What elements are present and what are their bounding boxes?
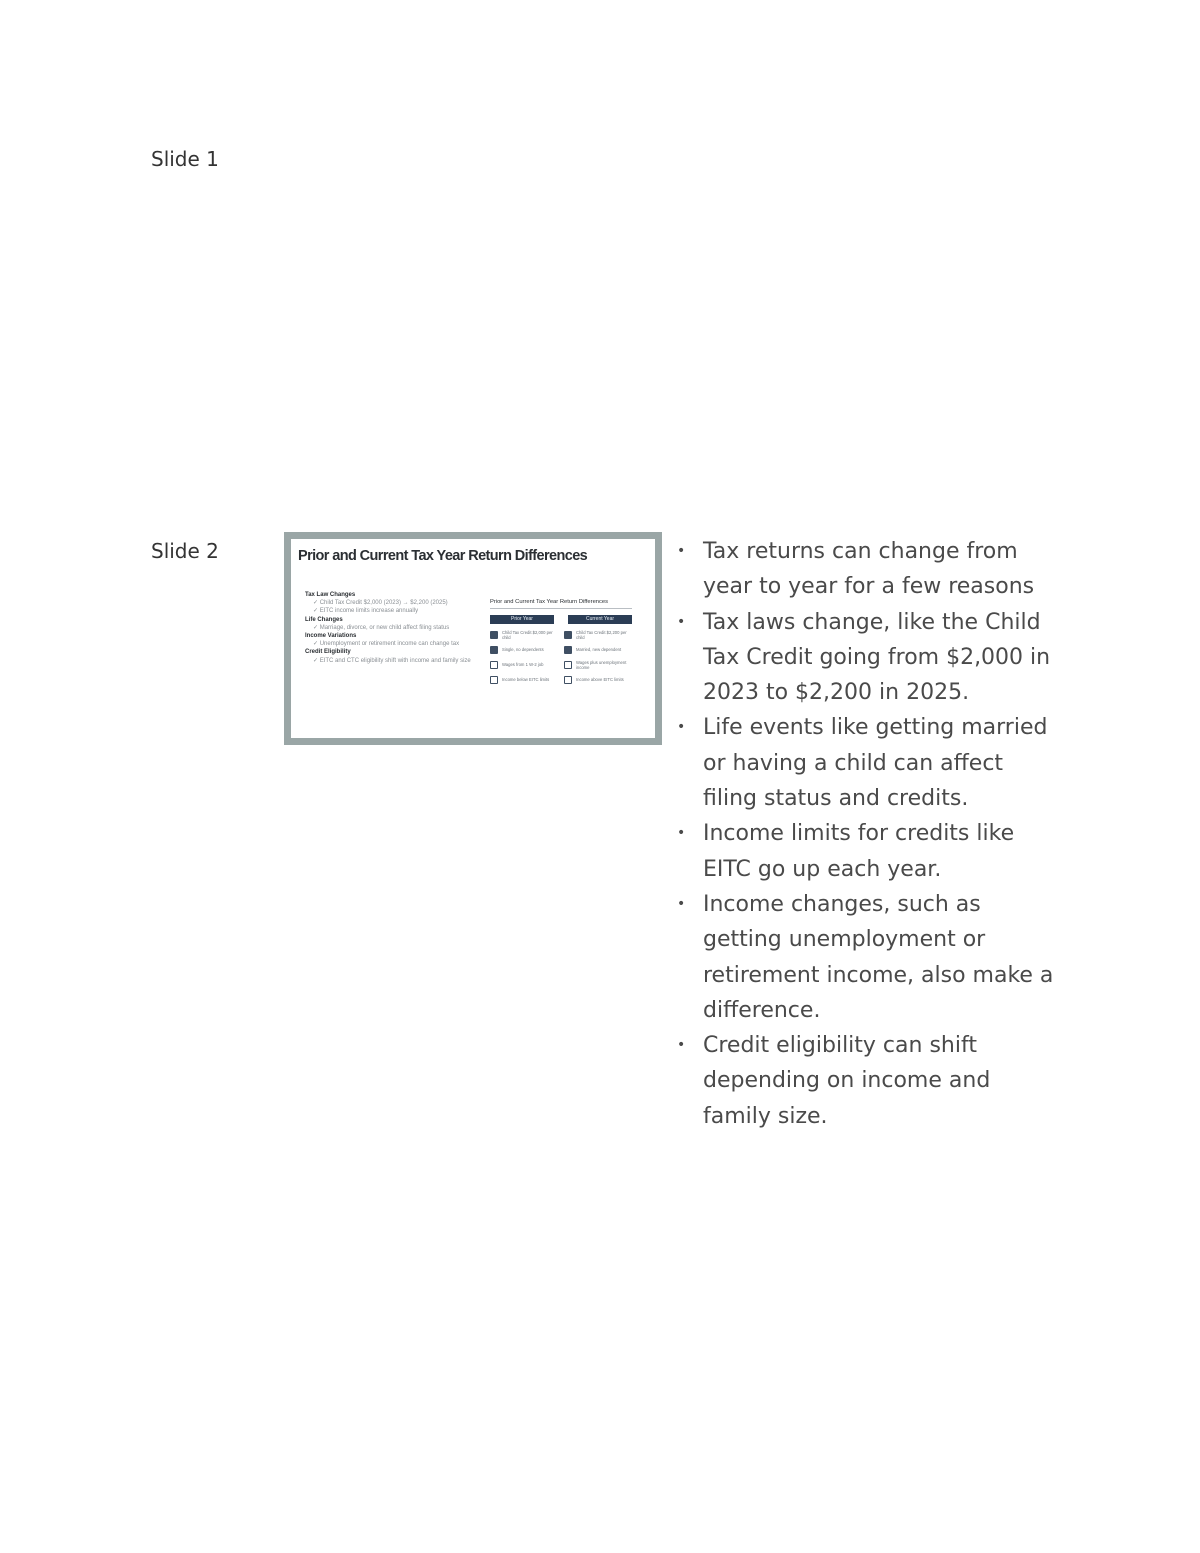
comparison-row xyxy=(490,642,632,657)
comparison-row xyxy=(490,627,632,642)
thumbnail-bullet-sub: ✓ Unemployment or retirement income can change tax xyxy=(313,641,460,648)
bullet-icon: • xyxy=(677,613,686,630)
comparison-row xyxy=(490,657,632,672)
document-icon xyxy=(490,661,498,669)
note-text: Credit eligibility can shift depending on income and family size. xyxy=(703,1033,991,1129)
person-icon xyxy=(490,646,498,654)
bullet-icon: • xyxy=(677,895,686,912)
money-icon xyxy=(564,676,572,684)
document-icon xyxy=(564,661,572,669)
thumbnail-bullet-sub: ✓ EITC and CTC eligibility shift with income and family size xyxy=(313,657,471,664)
slide-2-speaker-notes xyxy=(677,534,1057,1134)
thumbnail-bullet-sub: ✓ Child Tax Credit $2,000 (2023) → $2,200 (2025) xyxy=(313,600,448,607)
note-text: Life events like getting married or having a child can affect filing status and credits. xyxy=(703,715,1048,812)
family-icon xyxy=(564,646,572,654)
bullet-icon: • xyxy=(677,1037,686,1054)
bullet-icon: • xyxy=(677,825,686,842)
note-text: Income limits for credits like EITC go up each year. xyxy=(703,821,1015,882)
building-icon xyxy=(564,631,572,639)
thumbnail-bullet-heading: Credit Eligibility xyxy=(305,649,351,656)
thumbnail-bullet-list xyxy=(305,591,475,665)
column-head-prior: Prior Year xyxy=(490,615,554,624)
bullet-icon: • xyxy=(677,719,686,736)
comparison-cell-prior: Child Tax Credit $2,000 per child xyxy=(502,629,553,640)
slide-1-label: Slide 1 xyxy=(151,147,219,171)
thumbnail-bullet-heading: Tax Law Changes xyxy=(305,592,356,598)
thumbnail-bullet-sub: ✓ Marriage, divorce, or new child affect filing status xyxy=(313,624,450,631)
note-item xyxy=(677,816,1057,887)
comparison-row xyxy=(490,672,632,687)
comparison-cell-current: Wages plus unemployment income xyxy=(576,659,627,670)
comparison-panel-title: Prior and Current Tax Year Return Differences xyxy=(490,599,632,609)
note-item xyxy=(677,887,1057,1028)
money-icon xyxy=(490,676,498,684)
note-text: Income changes, such as getting unemployment or retirement income, also make a difference. xyxy=(703,891,1054,1023)
building-icon xyxy=(490,631,498,639)
slide-2-label: Slide 2 xyxy=(151,539,219,563)
note-item xyxy=(677,1028,1057,1134)
comparison-cell-prior: Single, no dependents xyxy=(502,647,544,652)
comparison-cell-prior: Income below EITC limits xyxy=(502,677,550,682)
note-text: Tax returns can change from year to year for a few reasons xyxy=(703,539,1035,600)
comparison-cell-current: Married, new dependent xyxy=(576,647,622,652)
note-text: Tax laws change, like the Child Tax Credit going from $2,000 in 2023 to $2,200 in 2025. xyxy=(703,609,1051,706)
thumbnail-comparison-panel xyxy=(490,599,632,687)
comparison-cell-current: Child Tax Credit $2,200 per child xyxy=(576,629,627,640)
column-head-current: Current Year xyxy=(568,615,632,624)
comparison-cell-current: Income above EITC limits xyxy=(576,677,624,682)
note-item xyxy=(677,710,1057,816)
note-item xyxy=(677,534,1057,605)
thumbnail-title: Prior and Current Tax Year Return Differences xyxy=(298,548,588,564)
thumbnail-bullet-heading: Income Variations xyxy=(305,633,357,640)
bullet-icon: • xyxy=(677,543,686,559)
thumbnail-bullet-sub: ✓ EITC income limits increase annually xyxy=(313,608,419,615)
comparison-cell-prior: Wages from 1 W-2 job xyxy=(502,662,544,667)
slide-2-thumbnail[interactable] xyxy=(284,532,662,745)
note-item xyxy=(677,605,1057,711)
thumbnail-bullet-heading: Life Changes xyxy=(305,616,343,623)
